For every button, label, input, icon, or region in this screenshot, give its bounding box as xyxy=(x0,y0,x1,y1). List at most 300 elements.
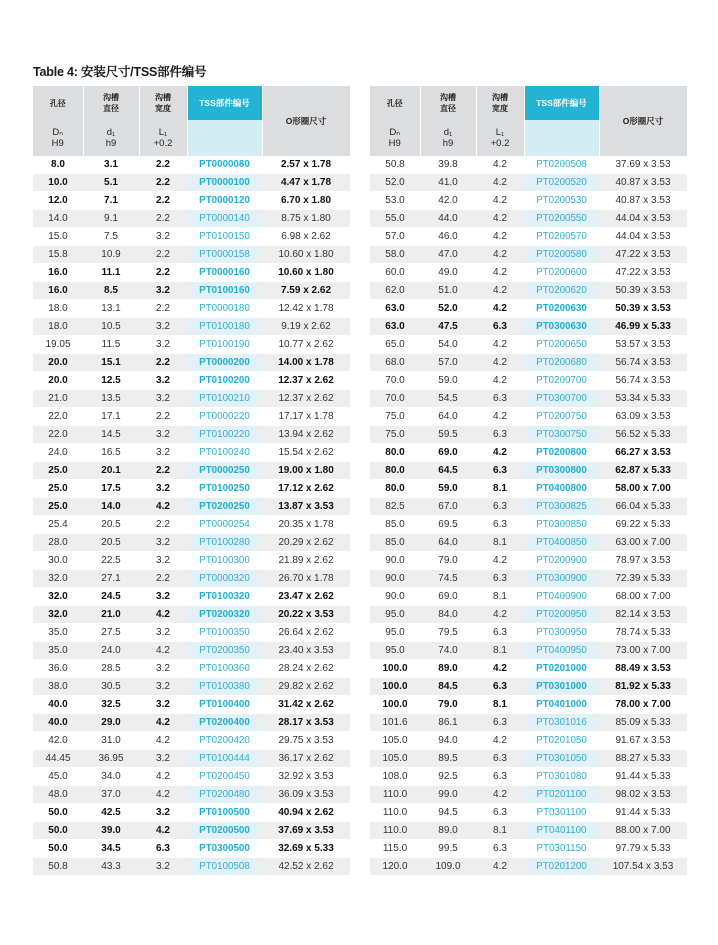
cell-groove-width: 4.2 xyxy=(139,768,187,786)
cell-part-number: PT0000160 xyxy=(187,264,262,282)
cell-groove-diameter: 51.0 xyxy=(420,282,476,300)
cell-oring-size: 17.17 x 1.78 xyxy=(262,408,350,426)
cell-groove-diameter: 10.9 xyxy=(83,246,139,264)
cell-part-number: PT0200350 xyxy=(187,642,262,660)
cell-bore: 60.0 xyxy=(370,264,420,282)
cell-groove-width: 8.1 xyxy=(476,822,524,840)
cell-groove-diameter: 79.0 xyxy=(420,696,476,714)
table-row xyxy=(33,156,350,174)
cell-oring-size: 44.04 x 3.53 xyxy=(599,228,687,246)
cell-groove-width: 8.1 xyxy=(476,480,524,498)
cell-part-number: PT0100508 xyxy=(187,858,262,876)
cell-oring-size: 13.94 x 2.62 xyxy=(262,426,350,444)
cell-groove-width: 4.2 xyxy=(476,408,524,426)
cell-groove-diameter: 32.5 xyxy=(83,696,139,714)
table-row xyxy=(370,354,687,372)
cell-groove-diameter: 84.0 xyxy=(420,606,476,624)
cell-bore: 25.0 xyxy=(33,480,83,498)
cell-oring-size: 82.14 x 3.53 xyxy=(599,606,687,624)
cell-groove-width: 4.2 xyxy=(476,372,524,390)
table-row xyxy=(33,768,350,786)
cell-oring-size: 26.64 x 2.62 xyxy=(262,624,350,642)
cell-oring-size: 6.98 x 2.62 xyxy=(262,228,350,246)
cell-bore: 108.0 xyxy=(370,768,420,786)
table-row xyxy=(33,660,350,678)
cell-groove-diameter: 99.0 xyxy=(420,786,476,804)
cell-part-number: PT0100240 xyxy=(187,444,262,462)
table-row xyxy=(33,678,350,696)
cell-groove-diameter: 39.8 xyxy=(420,156,476,174)
cell-bore: 22.0 xyxy=(33,408,83,426)
cell-groove-diameter: 14.0 xyxy=(83,498,139,516)
cell-groove-diameter: 7.5 xyxy=(83,228,139,246)
cell-bore: 18.0 xyxy=(33,318,83,336)
cell-oring-size: 88.49 x 3.53 xyxy=(599,660,687,678)
cell-part-number: PT0100444 xyxy=(187,750,262,768)
cell-groove-diameter: 99.5 xyxy=(420,840,476,858)
cell-groove-diameter: 64.0 xyxy=(420,408,476,426)
cell-groove-diameter: 28.5 xyxy=(83,660,139,678)
cell-bore: 110.0 xyxy=(370,804,420,822)
cell-oring-size: 10.77 x 2.62 xyxy=(262,336,350,354)
table-row xyxy=(370,732,687,750)
cell-part-number: PT0100180 xyxy=(187,318,262,336)
table-row xyxy=(370,804,687,822)
cell-groove-width: 8.1 xyxy=(476,696,524,714)
table-row xyxy=(33,246,350,264)
cell-groove-diameter: 34.5 xyxy=(83,840,139,858)
cell-groove-width: 3.2 xyxy=(139,678,187,696)
table-row xyxy=(370,552,687,570)
cell-bore: 42.0 xyxy=(33,732,83,750)
cell-part-number: PT0200550 xyxy=(524,210,599,228)
cell-oring-size: 12.37 x 2.62 xyxy=(262,372,350,390)
cell-groove-diameter: 64.0 xyxy=(420,534,476,552)
cell-part-number: PT0200620 xyxy=(524,282,599,300)
table-row xyxy=(370,444,687,462)
cell-bore: 62.0 xyxy=(370,282,420,300)
cell-groove-width: 4.2 xyxy=(476,246,524,264)
cell-bore: 25.4 xyxy=(33,516,83,534)
cell-groove-diameter: 79.5 xyxy=(420,624,476,642)
table-row xyxy=(370,300,687,318)
cell-groove-diameter: 49.0 xyxy=(420,264,476,282)
cell-oring-size: 91.67 x 3.53 xyxy=(599,732,687,750)
cell-oring-size: 29.75 x 3.53 xyxy=(262,732,350,750)
cell-oring-size: 73.00 x 7.00 xyxy=(599,642,687,660)
cell-oring-size: 69.22 x 5.33 xyxy=(599,516,687,534)
table-row xyxy=(370,696,687,714)
cell-groove-width: 6.3 xyxy=(476,750,524,768)
cell-bore: 40.0 xyxy=(33,714,83,732)
cell-groove-width: 6.3 xyxy=(476,678,524,696)
cell-groove-width: 4.2 xyxy=(476,660,524,678)
cell-groove-diameter: 42.0 xyxy=(420,192,476,210)
cell-oring-size: 32.92 x 3.53 xyxy=(262,768,350,786)
cell-groove-diameter: 11.5 xyxy=(83,336,139,354)
cell-bore: 14.0 xyxy=(33,210,83,228)
table-row xyxy=(33,390,350,408)
cell-bore: 52.0 xyxy=(370,174,420,192)
cell-groove-width: 3.2 xyxy=(139,282,187,300)
cell-bore: 70.0 xyxy=(370,372,420,390)
cell-part-number: PT0200750 xyxy=(524,408,599,426)
cell-groove-width: 4.2 xyxy=(476,174,524,192)
table-row xyxy=(370,390,687,408)
cell-part-number: PT0200530 xyxy=(524,192,599,210)
cell-bore: 100.0 xyxy=(370,696,420,714)
cell-groove-diameter: 89.5 xyxy=(420,750,476,768)
table-row xyxy=(33,552,350,570)
table-row xyxy=(370,480,687,498)
table-row xyxy=(33,444,350,462)
table-row xyxy=(370,192,687,210)
cell-oring-size: 62.87 x 5.33 xyxy=(599,462,687,480)
cell-groove-width: 2.2 xyxy=(139,570,187,588)
cell-groove-diameter: 74.5 xyxy=(420,570,476,588)
cell-groove-width: 4.2 xyxy=(139,498,187,516)
cell-groove-width: 4.2 xyxy=(139,714,187,732)
cell-groove-width: 3.2 xyxy=(139,534,187,552)
cell-bore: 18.0 xyxy=(33,300,83,318)
cell-groove-diameter: 24.5 xyxy=(83,588,139,606)
cell-groove-width: 2.2 xyxy=(139,192,187,210)
cell-oring-size: 31.42 x 2.62 xyxy=(262,696,350,714)
table-row xyxy=(370,372,687,390)
cell-groove-width: 4.2 xyxy=(476,786,524,804)
cell-part-number: PT0301016 xyxy=(524,714,599,732)
cell-bore: 50.0 xyxy=(33,822,83,840)
cell-part-number: PT0301100 xyxy=(524,804,599,822)
cell-groove-diameter: 69.5 xyxy=(420,516,476,534)
cell-oring-size: 107.54 x 3.53 xyxy=(599,858,687,876)
cell-bore: 32.0 xyxy=(33,588,83,606)
cell-bore: 16.0 xyxy=(33,264,83,282)
cell-part-number: PT0400800 xyxy=(524,480,599,498)
cell-part-number: PT0100320 xyxy=(187,588,262,606)
cell-bore: 40.0 xyxy=(33,696,83,714)
cell-groove-diameter: 44.0 xyxy=(420,210,476,228)
table-row xyxy=(370,318,687,336)
cell-bore: 8.0 xyxy=(33,156,83,174)
cell-part-number: PT0300825 xyxy=(524,498,599,516)
table-row xyxy=(370,228,687,246)
cell-groove-width: 4.2 xyxy=(139,822,187,840)
cell-groove-width: 3.2 xyxy=(139,552,187,570)
cell-bore: 105.0 xyxy=(370,750,420,768)
cell-groove-width: 4.2 xyxy=(139,732,187,750)
cell-part-number: PT0201100 xyxy=(524,786,599,804)
cell-groove-diameter: 34.0 xyxy=(83,768,139,786)
cell-bore: 95.0 xyxy=(370,642,420,660)
col-subheader-l1: L₁ +0.2 xyxy=(476,120,524,156)
cell-oring-size: 66.04 x 5.33 xyxy=(599,498,687,516)
cell-bore: 19.05 xyxy=(33,336,83,354)
cell-groove-diameter: 64.5 xyxy=(420,462,476,480)
cell-part-number: PT0200420 xyxy=(187,732,262,750)
cell-oring-size: 20.29 x 2.62 xyxy=(262,534,350,552)
cell-bore: 44.45 xyxy=(33,750,83,768)
cell-part-number: PT0000250 xyxy=(187,462,262,480)
cell-groove-width: 6.3 xyxy=(476,768,524,786)
cell-groove-diameter: 8.5 xyxy=(83,282,139,300)
cell-part-number: PT0100200 xyxy=(187,372,262,390)
cell-bore: 53.0 xyxy=(370,192,420,210)
table-row xyxy=(370,642,687,660)
cell-groove-width: 4.2 xyxy=(476,336,524,354)
cell-groove-width: 3.2 xyxy=(139,858,187,876)
cell-part-number: PT0100380 xyxy=(187,678,262,696)
cell-groove-diameter: 59.0 xyxy=(420,372,476,390)
table-row xyxy=(33,858,350,876)
cell-groove-width: 4.2 xyxy=(476,444,524,462)
cell-part-number: PT0201200 xyxy=(524,858,599,876)
cell-groove-diameter: 37.0 xyxy=(83,786,139,804)
cell-part-number: PT0300750 xyxy=(524,426,599,444)
cell-bore: 22.0 xyxy=(33,426,83,444)
cell-groove-diameter: 14.5 xyxy=(83,426,139,444)
cell-groove-diameter: 94.5 xyxy=(420,804,476,822)
cell-groove-diameter: 109.0 xyxy=(420,858,476,876)
table-row xyxy=(33,750,350,768)
cell-part-number: PT0300800 xyxy=(524,462,599,480)
cell-bore: 80.0 xyxy=(370,480,420,498)
table-row xyxy=(33,282,350,300)
cell-groove-width: 3.2 xyxy=(139,480,187,498)
table-row xyxy=(33,210,350,228)
table-row xyxy=(370,156,687,174)
table-row xyxy=(370,570,687,588)
cell-part-number: PT0200508 xyxy=(524,156,599,174)
cell-bore: 82.5 xyxy=(370,498,420,516)
cell-part-number: PT0100500 xyxy=(187,804,262,822)
cell-bore: 90.0 xyxy=(370,552,420,570)
cell-oring-size: 4.47 x 1.78 xyxy=(262,174,350,192)
cell-groove-diameter: 59.5 xyxy=(420,426,476,444)
cell-groove-diameter: 42.5 xyxy=(83,804,139,822)
table-row xyxy=(370,534,687,552)
cell-oring-size: 88.00 x 7.00 xyxy=(599,822,687,840)
cell-bore: 80.0 xyxy=(370,444,420,462)
cell-oring-size: 56.74 x 3.53 xyxy=(599,354,687,372)
cell-groove-diameter: 39.0 xyxy=(83,822,139,840)
table-body-left xyxy=(33,156,350,876)
cell-part-number: PT0200900 xyxy=(524,552,599,570)
cell-part-number: PT0401100 xyxy=(524,822,599,840)
cell-groove-diameter: 10.5 xyxy=(83,318,139,336)
cell-bore: 105.0 xyxy=(370,732,420,750)
cell-part-number: PT0100190 xyxy=(187,336,262,354)
cell-groove-diameter: 43.3 xyxy=(83,858,139,876)
cell-bore: 45.0 xyxy=(33,768,83,786)
cell-groove-diameter: 3.1 xyxy=(83,156,139,174)
cell-oring-size: 10.60 x 1.80 xyxy=(262,246,350,264)
cell-groove-diameter: 36.95 xyxy=(83,750,139,768)
cell-oring-size: 13.87 x 3.53 xyxy=(262,498,350,516)
cell-part-number: PT0100250 xyxy=(187,480,262,498)
cell-part-number: PT0200680 xyxy=(524,354,599,372)
cell-groove-width: 6.3 xyxy=(139,840,187,858)
cell-groove-width: 3.2 xyxy=(139,426,187,444)
cell-groove-width: 3.2 xyxy=(139,660,187,678)
cell-part-number: PT0000180 xyxy=(187,300,262,318)
cell-oring-size: 78.00 x 7.00 xyxy=(599,696,687,714)
cell-groove-diameter: 13.1 xyxy=(83,300,139,318)
table-row xyxy=(33,174,350,192)
cell-part-number: PT0200250 xyxy=(187,498,262,516)
size-table-right xyxy=(370,86,688,876)
table-row xyxy=(370,264,687,282)
cell-bore: 10.0 xyxy=(33,174,83,192)
table-row xyxy=(370,714,687,732)
cell-groove-diameter: 24.0 xyxy=(83,642,139,660)
cell-groove-width: 3.2 xyxy=(139,804,187,822)
cell-oring-size: 10.60 x 1.80 xyxy=(262,264,350,282)
cell-groove-width: 3.2 xyxy=(139,228,187,246)
cell-oring-size: 47.22 x 3.53 xyxy=(599,246,687,264)
cell-bore: 36.0 xyxy=(33,660,83,678)
cell-bore: 95.0 xyxy=(370,624,420,642)
cell-groove-diameter: 7.1 xyxy=(83,192,139,210)
cell-oring-size: 50.39 x 3.53 xyxy=(599,300,687,318)
cell-groove-width: 8.1 xyxy=(476,642,524,660)
cell-groove-width: 6.3 xyxy=(476,516,524,534)
cell-groove-width: 4.2 xyxy=(476,264,524,282)
cell-groove-width: 3.2 xyxy=(139,444,187,462)
cell-groove-width: 4.2 xyxy=(476,858,524,876)
table-row xyxy=(370,624,687,642)
cell-bore: 20.0 xyxy=(33,372,83,390)
cell-groove-diameter: 86.1 xyxy=(420,714,476,732)
table-row xyxy=(370,210,687,228)
cell-groove-width: 3.2 xyxy=(139,372,187,390)
cell-bore: 120.0 xyxy=(370,858,420,876)
cell-oring-size: 23.40 x 3.53 xyxy=(262,642,350,660)
cell-groove-diameter: 84.5 xyxy=(420,678,476,696)
cell-groove-diameter: 20.5 xyxy=(83,516,139,534)
table-row xyxy=(33,408,350,426)
table-row xyxy=(33,336,350,354)
cell-groove-diameter: 47.0 xyxy=(420,246,476,264)
cell-oring-size: 88.27 x 5.33 xyxy=(599,750,687,768)
cell-groove-diameter: 9.1 xyxy=(83,210,139,228)
cell-oring-size: 40.94 x 2.62 xyxy=(262,804,350,822)
cell-groove-width: 3.2 xyxy=(139,336,187,354)
table-row xyxy=(370,174,687,192)
cell-groove-width: 3.2 xyxy=(139,390,187,408)
cell-groove-diameter: 20.1 xyxy=(83,462,139,480)
cell-bore: 32.0 xyxy=(33,570,83,588)
cell-bore: 12.0 xyxy=(33,192,83,210)
cell-groove-width: 3.2 xyxy=(139,696,187,714)
cell-oring-size: 28.24 x 2.62 xyxy=(262,660,350,678)
cell-oring-size: 47.22 x 3.53 xyxy=(599,264,687,282)
cell-bore: 16.0 xyxy=(33,282,83,300)
cell-groove-diameter: 16.5 xyxy=(83,444,139,462)
cell-groove-diameter: 30.5 xyxy=(83,678,139,696)
table-row xyxy=(33,318,350,336)
cell-oring-size: 37.69 x 3.53 xyxy=(262,822,350,840)
cell-bore: 100.0 xyxy=(370,678,420,696)
cell-oring-size: 40.87 x 3.53 xyxy=(599,174,687,192)
table-title: Table 4: 安装尺寸/TSS部件编号 xyxy=(33,65,207,79)
cell-oring-size: 46.99 x 5.33 xyxy=(599,318,687,336)
cell-groove-width: 6.3 xyxy=(476,390,524,408)
col-header-part-number: TSS部件编号 xyxy=(524,86,599,120)
col-header-part-number: TSS部件编号 xyxy=(187,86,262,120)
table-row xyxy=(370,858,687,876)
cell-part-number: PT0200630 xyxy=(524,300,599,318)
col-header-bore: 孔径 xyxy=(33,86,83,120)
table-row xyxy=(33,264,350,282)
col-subheader-dn: Dₙ H9 xyxy=(33,120,83,156)
table-row xyxy=(370,498,687,516)
cell-bore: 32.0 xyxy=(33,606,83,624)
cell-groove-width: 4.2 xyxy=(476,156,524,174)
cell-groove-width: 2.2 xyxy=(139,300,187,318)
table-row xyxy=(33,300,350,318)
cell-oring-size: 66.27 x 3.53 xyxy=(599,444,687,462)
cell-oring-size: 36.17 x 2.62 xyxy=(262,750,350,768)
cell-part-number: PT0301050 xyxy=(524,750,599,768)
cell-oring-size: 42.52 x 2.62 xyxy=(262,858,350,876)
table-row xyxy=(33,570,350,588)
cell-part-number: PT0100300 xyxy=(187,552,262,570)
cell-groove-width: 4.2 xyxy=(476,210,524,228)
cell-groove-diameter: 21.0 xyxy=(83,606,139,624)
cell-oring-size: 78.97 x 3.53 xyxy=(599,552,687,570)
cell-groove-width: 8.1 xyxy=(476,534,524,552)
table-row xyxy=(370,606,687,624)
col-header-groove-diameter: 沟槽 直径 xyxy=(420,86,476,120)
cell-bore: 80.0 xyxy=(370,462,420,480)
cell-groove-diameter: 89.0 xyxy=(420,822,476,840)
cell-part-number: PT0200700 xyxy=(524,372,599,390)
cell-bore: 70.0 xyxy=(370,390,420,408)
cell-groove-diameter: 54.5 xyxy=(420,390,476,408)
table-row xyxy=(33,498,350,516)
cell-oring-size: 9.19 x 2.62 xyxy=(262,318,350,336)
cell-part-number: PT0100220 xyxy=(187,426,262,444)
table-row xyxy=(33,786,350,804)
cell-groove-width: 4.2 xyxy=(139,606,187,624)
cell-groove-width: 2.2 xyxy=(139,408,187,426)
col-header-oring-size: O形圈尺寸 xyxy=(262,86,350,156)
cell-oring-size: 37.69 x 3.53 xyxy=(599,156,687,174)
cell-groove-diameter: 69.0 xyxy=(420,588,476,606)
cell-groove-width: 4.2 xyxy=(476,606,524,624)
table-row xyxy=(33,354,350,372)
cell-part-number: PT0200800 xyxy=(524,444,599,462)
cell-part-number: PT0301150 xyxy=(524,840,599,858)
table-row xyxy=(370,408,687,426)
table-row xyxy=(370,786,687,804)
cell-groove-diameter: 67.0 xyxy=(420,498,476,516)
table-row xyxy=(33,588,350,606)
cell-bore: 101.6 xyxy=(370,714,420,732)
cell-bore: 57.0 xyxy=(370,228,420,246)
table-row xyxy=(370,660,687,678)
cell-part-number: PT0200400 xyxy=(187,714,262,732)
table-row xyxy=(33,228,350,246)
cell-groove-width: 6.3 xyxy=(476,624,524,642)
table-row xyxy=(33,840,350,858)
cell-bore: 90.0 xyxy=(370,570,420,588)
cell-bore: 90.0 xyxy=(370,588,420,606)
cell-oring-size: 53.57 x 3.53 xyxy=(599,336,687,354)
table-row xyxy=(370,246,687,264)
cell-bore: 24.0 xyxy=(33,444,83,462)
